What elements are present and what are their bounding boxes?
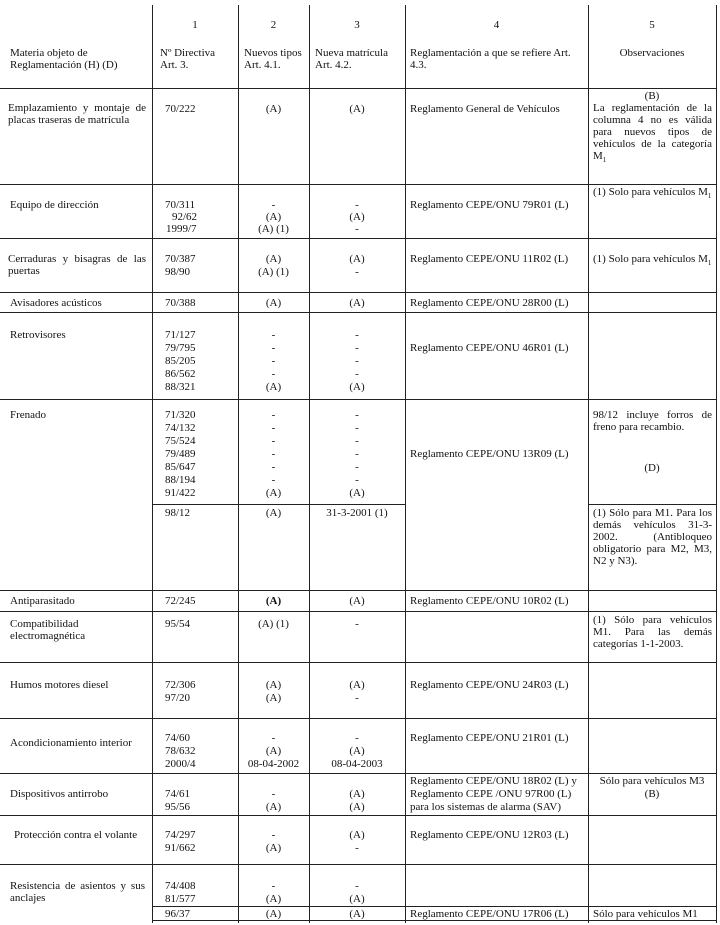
directive-number: 88/194 <box>165 474 196 486</box>
new-types-value: (A) <box>265 745 282 757</box>
directive-number: 88/321 <box>165 381 196 393</box>
new-types-value: (A) <box>265 908 282 920</box>
new-registration-value: (A) <box>349 745 365 757</box>
new-types-value: (A) <box>265 297 282 309</box>
new-registration-value: - <box>355 199 359 211</box>
new-types-value: - <box>271 435 276 447</box>
row-divider <box>152 504 406 505</box>
regulation-text: Reglamento CEPE/ONU 21R01 (L) <box>410 732 569 744</box>
new-types-value: - <box>271 329 276 341</box>
directive-number: 1999/7 <box>166 223 197 235</box>
row-divider <box>0 864 717 865</box>
directive-number: 70/388 <box>165 297 196 309</box>
header-new-types: Nuevos tipos <box>244 47 302 59</box>
directive-number: 97/20 <box>165 692 191 704</box>
row-divider <box>0 292 717 293</box>
directive-number: 74/408 <box>165 880 196 892</box>
new-types-value: (A) <box>265 679 282 691</box>
regulation-text: Reglamento CEPE/ONU 12R03 (L) <box>410 829 569 841</box>
column-number: 3 <box>354 19 360 31</box>
new-registration-value: (A) <box>349 801 365 813</box>
new-registration-value: (A) <box>349 487 365 499</box>
header-directive: Nº Directiva <box>160 47 216 59</box>
column-number: 4 <box>493 19 500 31</box>
regulation-text: Reglamento CEPE /ONU 97R00 (L) <box>410 788 572 800</box>
directive-number: 95/56 <box>165 801 191 813</box>
row-divider <box>0 312 717 313</box>
header-subject: Materia objeto de <box>10 47 88 59</box>
row-subject: Dispositivos antirrobo <box>10 788 109 800</box>
directive-number: 86/562 <box>165 368 196 380</box>
directive-number: 81/577 <box>165 893 196 905</box>
header-observations: Observaciones <box>619 47 685 59</box>
regulation-text: Reglamento CEPE/ONU 24R03 (L) <box>410 679 569 691</box>
row-subject: Resistencia de asientos y sus anclajes <box>10 880 145 904</box>
new-registration-value: - <box>355 329 359 341</box>
directive-number: 91/662 <box>165 842 196 854</box>
new-types-value: (A) (1) <box>258 618 289 630</box>
new-registration-value: 31-3-2001 (1) <box>326 507 388 519</box>
header-directive: Art. 3. <box>160 59 189 71</box>
row-divider <box>152 906 717 907</box>
row-divider <box>0 662 717 663</box>
directive-number: 85/205 <box>165 355 196 367</box>
new-types-value: - <box>271 448 276 460</box>
row-subject: Humos motores diesel <box>10 679 109 691</box>
header-subject: Reglamentación (H) (D) <box>10 59 118 71</box>
new-types-value: - <box>271 474 276 486</box>
row-divider <box>0 611 717 612</box>
header-new-registration: Nueva matrícula <box>315 47 388 59</box>
regulation-text: Reglamento CEPE/ONU 11R02 (L) <box>410 253 569 265</box>
new-registration-value: - <box>355 355 359 367</box>
new-registration-value: - <box>355 435 359 447</box>
new-types-value: (A) (1) <box>258 223 289 235</box>
new-types-value: (A) <box>265 211 282 223</box>
new-registration-value: - <box>355 842 359 854</box>
header-new-types: Art. 4.1. <box>244 59 281 71</box>
new-registration-value: - <box>355 880 359 892</box>
header-regulation: Reglamentación a que se refiere Art. <box>410 47 571 59</box>
new-registration-value: - <box>355 461 359 473</box>
observation-text: Sólo para vehículos M3 <box>599 775 705 787</box>
regulation-text: Reglamento CEPE/ONU 46R01 (L) <box>410 342 569 354</box>
row-divider <box>0 718 717 719</box>
header-regulation: 4.3. <box>410 59 427 71</box>
new-types-value: - <box>271 732 276 744</box>
row-divider <box>152 920 717 921</box>
new-types-value: - <box>271 422 276 434</box>
directive-number: 74/60 <box>165 732 191 744</box>
new-types-value: (A) <box>265 487 282 499</box>
observation-text: 98/12 incluye forros de freno para recambio. <box>593 409 712 433</box>
new-registration-value: (A) <box>349 297 365 309</box>
new-registration-value: (A) <box>349 253 365 265</box>
new-types-value: - <box>271 355 276 367</box>
new-types-value: (A) <box>265 692 282 704</box>
directive-number: 72/245 <box>165 595 196 607</box>
directive-number: 92/62 <box>172 211 198 223</box>
regulation-text: para los sistemas de alarma (SAV) <box>410 801 562 813</box>
new-types-value: - <box>271 199 276 211</box>
regulation-text: Reglamento General de Vehículos <box>410 103 560 115</box>
new-registration-value: (A) <box>349 103 365 115</box>
row-divider <box>0 590 717 591</box>
directive-number: 70/387 <box>165 253 196 265</box>
new-types-value: - <box>271 880 276 892</box>
row-subject: Avisadores acústicos <box>10 297 102 309</box>
directive-number: 2000/4 <box>165 758 196 770</box>
column-number: 2 <box>270 19 277 31</box>
row-subject: Cerraduras y bisagras de las puertas <box>8 253 146 277</box>
new-registration-value: - <box>355 409 359 421</box>
observation-note: (B) <box>644 788 660 800</box>
new-registration-value: (A) <box>349 908 365 920</box>
directive-number: 71/127 <box>165 329 196 341</box>
new-types-value: (A) <box>265 507 282 519</box>
observation-note: (D) <box>644 462 660 474</box>
directive-number: 70/222 <box>165 103 196 115</box>
row-divider <box>0 184 717 185</box>
new-registration-value: (A) <box>349 788 365 800</box>
new-types-value: - <box>271 829 276 841</box>
regulation-text: Reglamento CEPE/ONU 28R00 (L) <box>410 297 569 309</box>
row-subject: Antiparasitado <box>10 595 75 607</box>
regulation-text: Reglamento CEPE/ONU 18R02 (L) y <box>410 775 577 787</box>
new-types-value: (A) (1) <box>258 266 289 278</box>
new-types-value: (A) <box>265 253 282 265</box>
row-divider <box>0 773 717 774</box>
new-registration-value: (A) <box>349 211 365 223</box>
directive-number: 70/311 <box>165 199 196 211</box>
observation-note: (B) <box>644 90 660 102</box>
directive-number: 71/320 <box>165 409 196 421</box>
new-registration-value: 08-04-2003 <box>331 758 383 770</box>
directive-number: 91/422 <box>165 487 196 499</box>
header-new-registration: Art. 4.2. <box>315 59 352 71</box>
new-registration-value: - <box>355 474 359 486</box>
directive-number: 74/61 <box>165 788 191 800</box>
new-types-value: - <box>271 409 276 421</box>
new-registration-value: (A) <box>349 893 365 905</box>
column-number: 1 <box>192 19 198 31</box>
new-types-value: (A) <box>265 842 282 854</box>
observation-text: (1) Solo para vehículos $M_1$ <box>593 186 712 201</box>
row-subject: Equipo de dirección <box>10 199 99 211</box>
new-registration-value: - <box>355 732 359 744</box>
row-divider <box>588 504 717 505</box>
row-divider <box>0 238 717 239</box>
new-registration-value: - <box>355 223 359 235</box>
regulation-text: Reglamento CEPE/ONU 17R06 (L) <box>410 908 569 920</box>
regulation-text: Reglamento CEPE/ONU 10R02 (L) <box>410 595 569 607</box>
new-registration-value: - <box>355 422 359 434</box>
new-registration-value: - <box>355 692 359 704</box>
row-subject: Emplazamiento y montaje de placas traseras de matrícula <box>8 102 146 126</box>
directive-number: 78/632 <box>165 745 196 757</box>
directive-number: 98/90 <box>165 266 191 278</box>
new-registration-value: - <box>355 342 359 354</box>
regulation-text: Reglamento CEPE/ONU 79R01 (L) <box>410 199 569 211</box>
directive-number: 85/647 <box>165 461 196 473</box>
column-divider <box>716 5 717 923</box>
directive-number: 79/795 <box>165 342 196 354</box>
observation-text: (1) Sólo para vehículos M1. Para las demás categorías 1-1-2003. <box>593 614 712 650</box>
row-subject: Compatibilidad electromagnética <box>10 618 86 642</box>
directive-number: 72/306 <box>165 679 196 691</box>
observation-text: La reglamentación de la columna 4 no es válida para nuevos tipos de vehículos de la categoría $M_1$ <box>593 102 712 165</box>
directive-number: 74/297 <box>165 829 196 841</box>
new-types-value: 08-04-2002 <box>247 758 300 770</box>
directive-number: 95/54 <box>165 618 191 630</box>
new-types-value: - <box>271 368 276 380</box>
new-registration-value: - <box>355 368 359 380</box>
observation-text: Sólo para vehículos M1 <box>593 908 698 920</box>
row-divider <box>0 399 717 400</box>
row-subject: Retrovisores <box>10 329 66 341</box>
new-registration-value: - <box>355 266 359 278</box>
directive-number: 98/12 <box>165 507 191 519</box>
row-subject: Acondicionamiento interior <box>10 737 132 749</box>
new-registration-value: (A) <box>349 595 365 607</box>
row-divider <box>0 815 717 816</box>
new-types-value: - <box>271 342 276 354</box>
new-types-value: (A) <box>265 103 282 115</box>
column-divider <box>405 5 406 923</box>
column-divider <box>152 5 153 923</box>
column-number: 5 <box>649 19 655 31</box>
new-registration-value: (A) <box>349 679 365 691</box>
new-types-value: (A) <box>265 595 282 607</box>
regulation-text: Reglamento CEPE/ONU 13R09 (L) <box>410 448 569 460</box>
observation-text: (1) Sólo para M1. Para los demás vehículos 31-3-2002. (Antibloqueo obligatorio para M2, M3, N2 y N3). <box>593 507 712 567</box>
directive-number: 74/132 <box>165 422 196 434</box>
directive-number: 75/524 <box>165 435 196 447</box>
new-types-value: (A) <box>265 801 282 813</box>
row-subject: Protección contra el volante <box>14 829 138 841</box>
directive-number: 79/489 <box>165 448 196 460</box>
new-registration-value: (A) <box>349 381 365 393</box>
new-registration-value: - <box>355 448 359 460</box>
row-divider <box>0 88 717 89</box>
new-registration-value: (A) <box>349 829 365 841</box>
new-types-value: - <box>271 788 276 800</box>
row-subject: Frenado <box>10 409 47 421</box>
new-types-value: (A) <box>265 381 282 393</box>
new-types-value: - <box>271 461 276 473</box>
new-registration-value: - <box>355 618 359 630</box>
directive-number: 96/37 <box>165 908 191 920</box>
new-types-value: (A) <box>265 893 282 905</box>
observation-text: (1) Solo para vehículos $M_1$ <box>593 253 712 268</box>
